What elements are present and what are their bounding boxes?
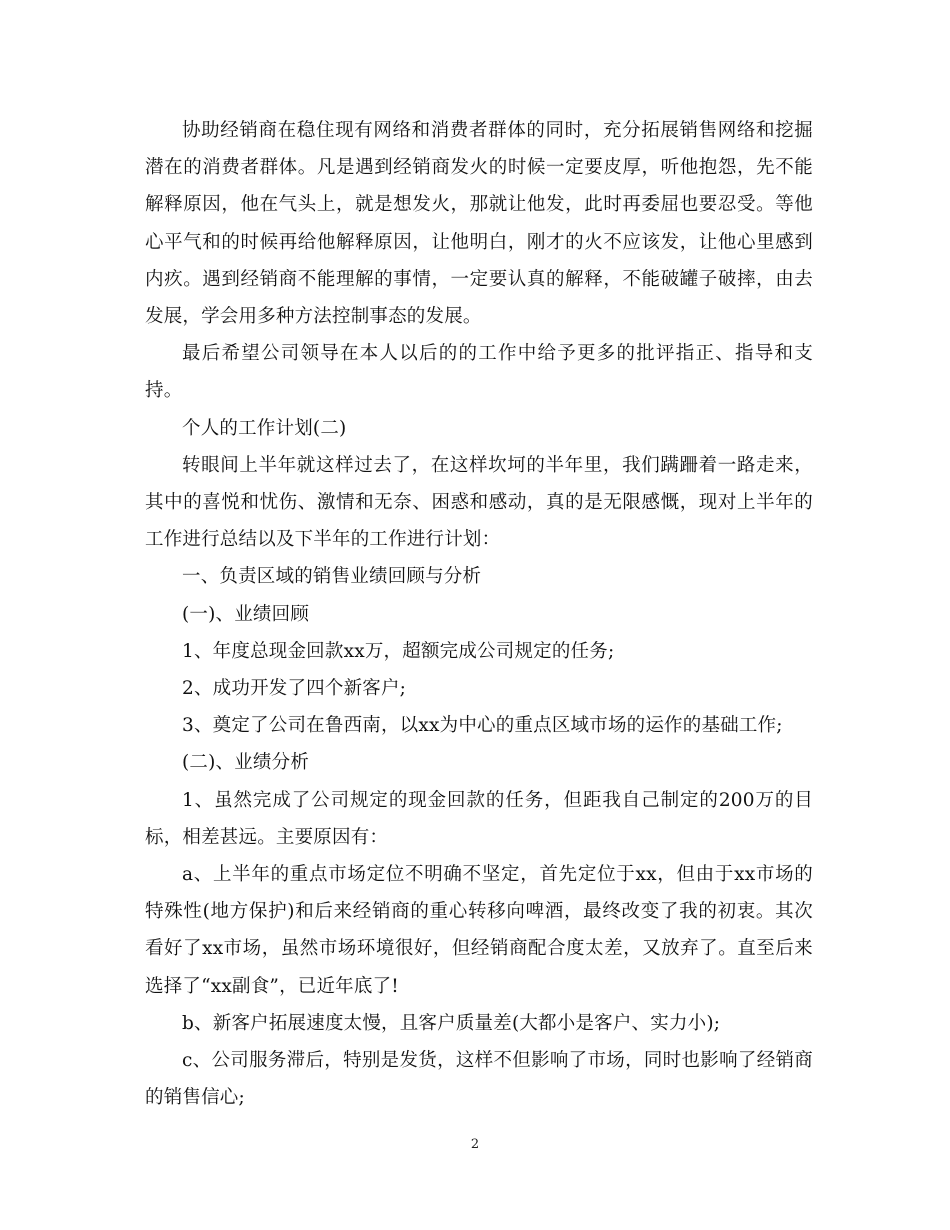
reason-item-a: a、上半年的重点市场定位不明确不坚定，首先定位于xx，但由于xx市场的特殊性(地方保护)和后来经销商的重心转移向啤酒，最终改变了我的初衷。其次看好了xx市场，虽然市场环境很好，但经销商配合度太差，又放弃了。直至后来选择了“xx副食”，已近年底了! bbox=[145, 864, 813, 997]
list-item-new-customers: 2、成功开发了四个新客户; bbox=[182, 678, 407, 700]
reason-item-c: c、公司服务滞后，特别是发货，这样不但影响了市场，同时也影响了经销商的销售信心; bbox=[145, 1050, 813, 1109]
document-body bbox=[145, 112, 813, 1116]
paragraph-dealer-support: 协助经销商在稳住现有网络和消费者群体的同时，充分拓展销售网络和挖掘潜在的消费者群体。凡是遇到经销商发火的时候一定要皮厚，听他抱怨，先不能解释原因，他在气头上，就是想发火，那就让他发，此时再委屈也要忍受。等他心平气和的时候再给他解释原因，让他明白，刚才的火不应该发，让他心里感到内疚。遇到经销商不能理解的事情，一定要认真的解释，不能破罐子破摔，由去发展，学会用多种方法控制事态的发展。 bbox=[145, 120, 813, 328]
paragraph-closing-hope: 最后希望公司领导在本人以后的的工作中给予更多的批评指正、指导和支持。 bbox=[145, 343, 813, 402]
page-number: 2 bbox=[470, 1137, 480, 1152]
reason-item-b: b、新客户拓展速度太慢，且客户质量差(大都小是客户、实力小); bbox=[182, 1012, 721, 1034]
paragraph-half-year-intro: 转眼间上半年就这样过去了，在这样坎坷的半年里，我们蹒跚着一路走来，其中的喜悦和忧伤、激情和无奈、困惑和感动，真的是无限感慨，现对上半年的工作进行总结以及下半年的工作进行计划： bbox=[145, 454, 813, 551]
list-item-target-gap: 1、虽然完成了公司规定的现金回款的任务，但距我自己制定的200万的目标，相差甚远。主要原因有： bbox=[145, 789, 813, 848]
list-item-cash-collection: 1、年度总现金回款xx万，超额完成公司规定的任务; bbox=[182, 640, 615, 662]
section-heading-plan-two: 个人的工作计划(二) bbox=[182, 417, 347, 439]
heading-sales-review: 一、负责区域的销售业绩回顾与分析 bbox=[182, 566, 482, 588]
subheading-performance-analysis: (二)、业绩分析 bbox=[182, 752, 310, 774]
list-item-regional-foundation: 3、奠定了公司在鲁西南，以xx为中心的重点区域市场的运作的基础工作; bbox=[182, 715, 783, 737]
subheading-performance-review: (一)、业绩回顾 bbox=[182, 603, 310, 625]
